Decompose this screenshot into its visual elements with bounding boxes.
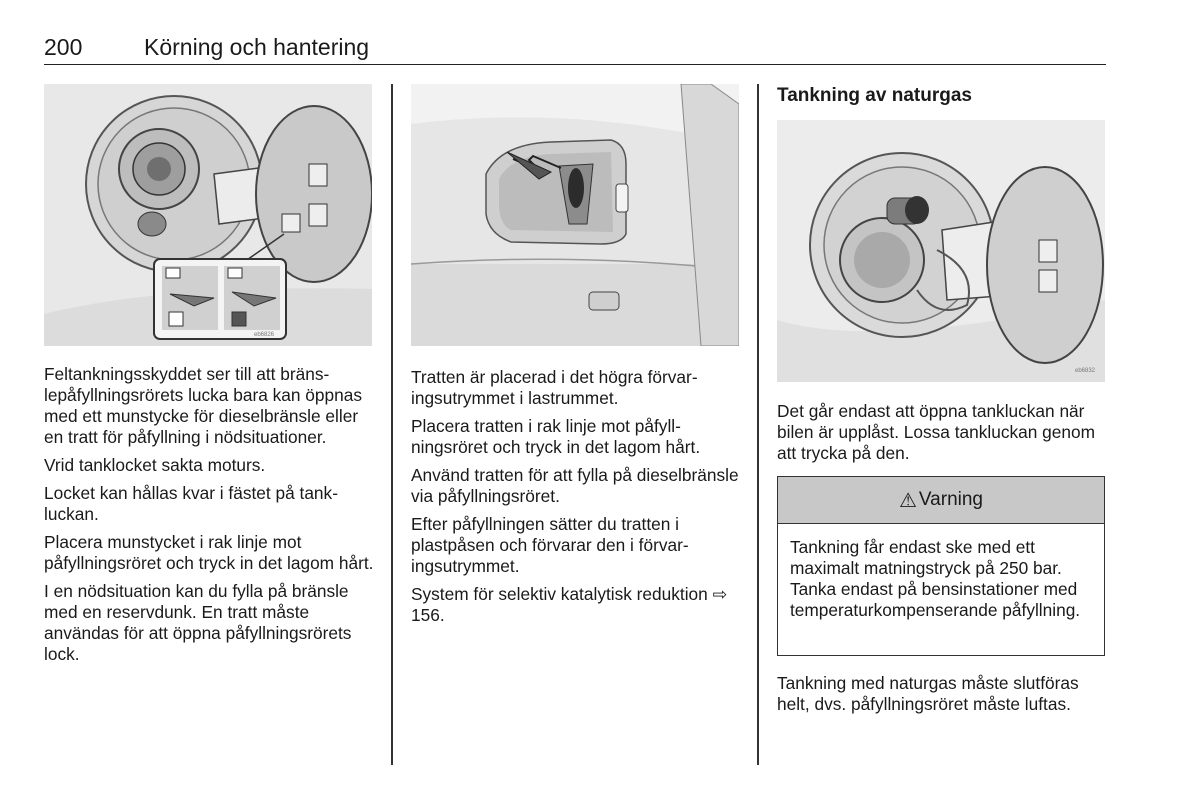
page-number: 200 (44, 34, 83, 60)
paragraph: Tratten är placerad i det högra förvaringsutrymmet i lastrummet. (411, 367, 698, 408)
column-3-text-bottom (777, 673, 1109, 722)
warning-box (777, 476, 1105, 656)
page-header (44, 30, 1106, 65)
column-divider-2 (757, 84, 759, 765)
column-divider-1 (391, 84, 393, 765)
paragraph: Efter påfyllningen sätter du tratten i plastpåsen och förvarar den i förvaringsutrymmet. (411, 514, 689, 576)
figure-code-1: eb6826 (254, 332, 275, 338)
paragraph: Använd tratten för att fylla på dieselbränsle via påfyllningsröret. (411, 465, 739, 506)
reference-text: System för selektiv katalytisk reduktion (411, 584, 708, 604)
paragraph: Feltankningsskyddet ser till att bränslepåfyllningsrörets lucka bara kan öppnas med ett munstycke för dieselbränsle eller en tratt för påfyllning i nödsituationer. (44, 364, 362, 447)
column-1-text (44, 364, 376, 672)
paragraph: Locket kan hållas kvar i fästet på tankluckan. (44, 483, 338, 524)
warning-header (778, 477, 1104, 524)
figure-natural-gas-filler (777, 120, 1105, 382)
figure-code-3: eb6832 (1075, 368, 1096, 374)
paragraph: Tankning med naturgas måste slutföras helt, dvs. påfyllningsröret måste luftas. (777, 673, 1079, 714)
page-reference-link[interactable]: 156. (411, 605, 445, 625)
column-3-text (777, 401, 1109, 471)
warning-triangle-icon: ⚠ (898, 489, 917, 512)
paragraph: Det går endast att öppna tankluckan när bilen är upplåst. Lossa tankluckan genom att trycka på den. (777, 401, 1095, 463)
paragraph: Placera munstycket i rak linje mot påfyllningsröret och tryck in det lagom hårt. (44, 532, 374, 573)
column-2-text (411, 367, 743, 633)
paragraph-with-reference (411, 584, 743, 626)
fuel-filler-diesel-illustration (44, 84, 372, 346)
arrow-right-icon: ⇨ (712, 584, 728, 604)
warning-body: Tankning får endast ske med ett maximalt matningstryck på 250 bar. Tanka endast på bensinstationer med temperaturkompenserande påfyllning. (790, 537, 1081, 620)
paragraph: Placera tratten i rak linje mot påfyllningsröret och tryck in det lagom hårt. (411, 416, 701, 457)
funnel-storage-illustration (411, 84, 739, 346)
paragraph: I en nödsituation kan du fylla på bränsle med en reservdunk. En tratt måste användas för att öppna påfyllningsrörets lock. (44, 581, 352, 664)
section-heading: Tankning av naturgas (777, 85, 972, 106)
figure-fuel-filler-diesel (44, 84, 372, 346)
natural-gas-filler-illustration (777, 120, 1105, 382)
figure-funnel-storage (411, 84, 739, 346)
warning-title: Varning (918, 489, 984, 510)
paragraph: Vrid tanklocket sakta moturs. (44, 455, 266, 475)
chapter-title: Körning och hantering (144, 34, 370, 60)
